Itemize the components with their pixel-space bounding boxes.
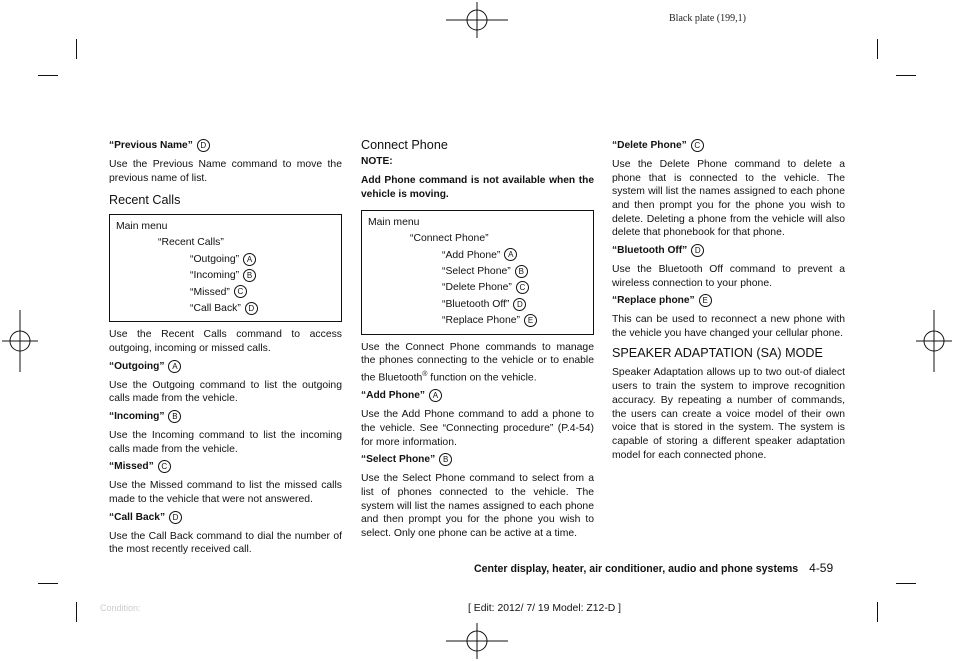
registration-target-left	[2, 310, 38, 372]
condition-label: Condition:	[100, 603, 141, 613]
circle-letter-icon: D	[513, 298, 526, 311]
incoming-heading: “Incoming” B	[109, 410, 342, 424]
circle-letter-icon: D	[691, 244, 704, 257]
select-phone-heading: “Select Phone” B	[361, 453, 594, 467]
replace-phone-heading: “Replace phone” E	[612, 294, 845, 308]
menu-item: “Select Phone” B	[368, 264, 587, 280]
crop-mark	[896, 583, 916, 584]
menu-item: “Bluetooth Off” D	[368, 297, 587, 313]
crop-mark	[76, 39, 77, 59]
menu-item: “Outgoing” A	[116, 252, 335, 268]
add-phone-body: Use the Add Phone command to add a phone to the vehicle. See “Connecting procedure” (P.4-54) for more information.	[361, 409, 594, 448]
circle-letter-icon: C	[691, 139, 704, 152]
recent-calls-menu-diagram	[109, 214, 342, 322]
registration-target-top	[446, 2, 508, 38]
menu-item: “Replace Phone” E	[368, 313, 587, 329]
circle-letter-icon: B	[439, 453, 452, 466]
crop-mark	[896, 75, 916, 76]
circle-letter-icon: A	[429, 389, 442, 402]
recent-calls-body: Use the Recent Calls command to access outgoing, incoming or missed calls.	[109, 329, 342, 355]
plate-label: Black plate (199,1)	[669, 13, 746, 24]
column-1	[109, 139, 342, 561]
footer-section-title: Center display, heater, air conditioner, audio and phone systems 4-59	[474, 561, 834, 575]
note-heading: NOTE:	[361, 155, 393, 167]
replace-phone-body: This can be used to reconnect a new phone with the vehicle you have changed your cellular phone.	[612, 314, 845, 339]
menu-item: “Missed” C	[116, 285, 335, 301]
circle-letter-icon: D	[169, 511, 182, 524]
recent-calls-title: Recent Calls	[109, 193, 181, 208]
menu-item: “Add Phone” A	[368, 248, 587, 264]
incoming-body: Use the Incoming command to list the incoming calls made from the vehicle.	[109, 430, 342, 455]
menu-item: “Delete Phone” C	[368, 280, 587, 296]
circle-letter-icon: B	[515, 265, 528, 278]
crop-mark	[38, 583, 58, 584]
delete-phone-heading: “Delete Phone” C	[612, 139, 845, 153]
note-body: Add Phone command is not available when the vehicle is moving.	[361, 175, 594, 201]
edit-info: [ Edit: 2012/ 7/ 19 Model: Z12-D ]	[468, 603, 622, 614]
circle-letter-icon: A	[168, 360, 181, 373]
circle-letter-icon: C	[516, 281, 529, 294]
connect-phone-menu-diagram	[361, 210, 594, 335]
crop-mark	[877, 602, 878, 622]
connect-phone-title: Connect Phone	[361, 138, 448, 152]
crop-mark	[76, 602, 77, 622]
outgoing-heading: “Outgoing” A	[109, 360, 342, 374]
crop-mark	[877, 39, 878, 59]
menu-root: Main menu	[368, 216, 420, 228]
call-back-heading: “Call Back” D	[109, 511, 342, 525]
previous-name-body: Use the Previous Name command to move the previous name of list.	[109, 158, 342, 184]
menu-item: “Call Back” D	[116, 301, 335, 317]
connect-phone-body: Use the Connect Phone commands to manage the phones connecting to the vehicle or to enable the Bluetooth® function on the vehicle.	[361, 341, 594, 384]
bluetooth-off-heading: “Bluetooth Off” D	[612, 244, 845, 258]
delete-phone-body: Use the Delete Phone command to delete a phone that is connected to the vehicle. The system will list the names assigned to each phone and then prompt you for the phone you wish to delete. Deleting a phone from the vehicle will also delete that phonebook for that phone.	[612, 158, 845, 239]
circle-letter-icon: E	[699, 294, 712, 307]
speaker-adaptation-body: Speaker Adaptation allows up to two out-of dialect users to train the system to improve recognition accuracy. By repeating a number of commands, the users can create a voice model of their own voice that is stored in the system. The system is capable of storing a different speaker adaptation model for each connected phone.	[612, 367, 845, 461]
circle-letter-icon: A	[504, 248, 517, 261]
circle-letter-icon: C	[158, 460, 171, 473]
circle-letter-icon: A	[243, 253, 256, 266]
previous-name-heading: “Previous Name” D	[109, 139, 342, 153]
bluetooth-off-body: Use the Bluetooth Off command to prevent a wireless connection to your phone.	[612, 264, 845, 289]
add-phone-heading: “Add Phone” A	[361, 389, 594, 403]
circle-letter-icon: E	[524, 314, 537, 327]
outgoing-body: Use the Outgoing command to list the outgoing calls made from the vehicle.	[109, 379, 342, 405]
menu-sub: “Recent Calls”	[158, 237, 224, 249]
circle-letter-icon: B	[168, 410, 181, 423]
circle-letter-icon: C	[234, 285, 247, 298]
circle-letter-icon: D	[197, 139, 210, 152]
menu-sub: “Connect Phone”	[410, 233, 489, 245]
missed-heading: “Missed” C	[109, 460, 342, 474]
registration-target-bottom	[446, 623, 508, 659]
call-back-body: Use the Call Back command to dial the number of the most recently received call.	[109, 530, 342, 556]
select-phone-body: Use the Select Phone command to select from a list of phones connected to the vehicle. The system will list the names assigned to each phone and then prompt you for the phone you wish to select. Only one phone can be active at a time.	[361, 473, 594, 539]
column-3	[612, 139, 845, 466]
page-number: 4-59	[809, 561, 834, 575]
menu-root: Main menu	[116, 221, 168, 232]
circle-letter-icon: B	[243, 269, 256, 282]
speaker-adaptation-title: SPEAKER ADAPTATION (SA) MODE	[612, 345, 823, 360]
registration-target-right	[916, 310, 952, 372]
column-2	[361, 139, 594, 545]
crop-mark	[38, 75, 58, 76]
missed-body: Use the Missed command to list the missed calls made to the vehicle that were not answered.	[109, 480, 342, 506]
circle-letter-icon: D	[245, 302, 258, 315]
menu-item: “Incoming” B	[116, 268, 335, 284]
